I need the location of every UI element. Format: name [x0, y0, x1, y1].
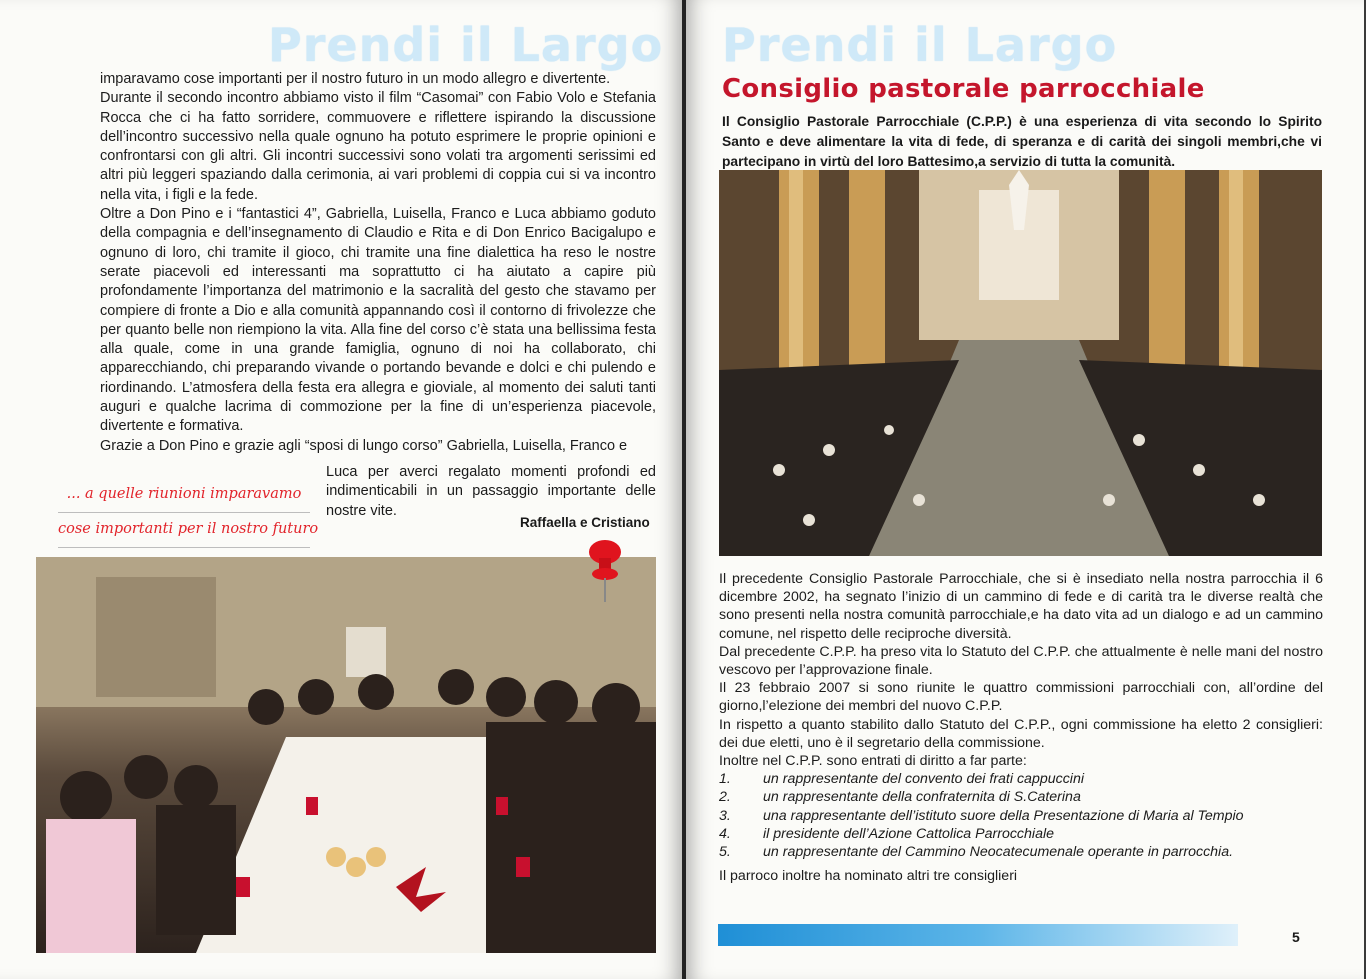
article-signature: Raffaella e Cristiano: [520, 515, 650, 530]
list-number: 3.: [719, 807, 731, 824]
article-continuation: Luca per averci regalato momenti profondi ed indimenticabili in un passaggio importante delle nostre vite.: [326, 464, 656, 519]
pull-quote-line: cose importanti per il nostro futuro: [58, 513, 310, 548]
paragraph: Inoltre nel C.P.P. sono entrati di diritto a far parte:: [719, 753, 1027, 770]
church-photo: [719, 170, 1322, 556]
list-item: [719, 788, 1323, 806]
paragraph: Durante il secondo incontro abbiamo visto il film “Casomai” con Fabio Volo e Stefania Rocca che ci ha fatto sorridere, commuovere e riflettere ispirando la discussione dell’incontro successivo nella quale ognuno ha potuto esprimere le proprie opinioni e confrontarsi con gli altri. Gli incontri successivi sono volati tra argomenti serissimi ed altri più leggeri spaziando dalla cerimonia, ai vari problemi di coppia cui si va incontro nella vita, i figli e la fede.: [100, 90, 656, 203]
paragraph: Dal precedente C.P.P. ha preso vita lo Statuto del C.P.P. che attualmente è nelle mani del nostro vescovo per l’approvazione finale.: [719, 643, 1323, 679]
paragraph: Oltre a Don Pino e i “fantastici 4”, Gabriella, Luisella, Franco e Luca abbiamo goduto della compagnia e dell’insegnamento di Claudio e Rita e di Don Enrico Bacigalupo e ognuno di loro, chi tramite il gioco, chi tramite una fine dialettica ha reso le nostre serate piacevoli ed interessanti ma soprattutto ci ha aiutato a capire più profondamente l’importanza del matrimonio e la sacralità del gesto che stavamo per compiere di fronte a Dio e alla comunità appannando così il contorno di frivolezze che per quanto belle non riempiono la vita. Alla fine del corso c’è stata una bellissima festa alla quale, come in una grande famiglia, ognuno di noi ha collaborato, chi apparecchiando, chi preparando vivande o portando bevande e dolci e chi pulendo e riordinando. L’atmosfera della festa era allegra e gioviale, al momento dei saluti tanti auguri e qualche lacrima di commozione per la fine di un’esperienza piacevole, divertente e formativa.: [100, 206, 656, 435]
list-text: una rappresentante dell’istituto suore della Presentazione di Maria al Tempio: [763, 807, 1244, 824]
paragraph: Il precedente Consiglio Pastorale Parrocchiale, che si è insediato nella nostra parrocchia il 6 dicembre 2002, ha segnato l’inizio di un cammino di fede e di carità tra le diverse realtà che sono presenti nella nostra comunità parrocchiale,e ha dato vita ad un dialogo e ad un cammino comune, nel rispetto delle reciproche diversità.: [719, 571, 1323, 642]
list-text: il presidente dell’Azione Cattolica Parrocchiale: [763, 825, 1054, 842]
list-text: un rappresentante del Cammino Neocatecumenale operante in parrocchia.: [763, 844, 1234, 861]
article-title: Consiglio pastorale parrocchiale: [722, 74, 1205, 104]
paragraph: Grazie a Don Pino e grazie agli “sposi di lungo corso” Gabriella, Luisella, Franco e: [100, 437, 628, 454]
paragraph: Il 23 febbraio 2007 si sono riunite le quattro commissioni parrocchiali con, all’ordine del giorno,l’elezione dei membri del nuovo C.P.P.: [719, 680, 1323, 715]
page-number: 5: [1292, 929, 1300, 945]
list-number: 1.: [719, 771, 731, 788]
list-text: un rappresentante della confraternita di S.Caterina: [763, 789, 1081, 806]
list-text: un rappresentante del convento dei frati cappuccini: [763, 771, 1085, 788]
paragraph: In rispetto a quanto stabilito dallo Statuto del C.P.P., ogni commissione ha eletto 2 consiglieri: dei due eletti, uno è il segretario della commissione.: [719, 716, 1323, 751]
list-number: 4.: [719, 825, 731, 842]
paragraph: imparavamo cose importanti per il nostro futuro in un modo allegro e divertente.: [100, 71, 611, 87]
list-item: [719, 807, 1323, 825]
party-photo: [36, 557, 656, 953]
list-number: 2.: [719, 789, 731, 806]
church-photo-illustration: [719, 170, 1322, 556]
list-number: 5.: [719, 844, 731, 861]
paragraph: Il parroco inoltre ha nominato altri tre consiglieri: [719, 868, 1018, 885]
right-page: [686, 0, 1364, 979]
list-item: [719, 843, 1323, 861]
party-photo-illustration: [36, 557, 656, 953]
masthead: Prendi il Largo: [722, 18, 1118, 72]
pull-quote-line: ... a quelle riunioni imparavamo: [58, 478, 310, 513]
members-list: [719, 770, 1323, 861]
masthead: Prendi il Largo: [268, 18, 664, 72]
pushpin-icon: [585, 538, 625, 604]
list-item: [719, 825, 1323, 843]
left-page: [0, 0, 682, 979]
list-item: [719, 770, 1323, 788]
article-lead: Il Consiglio Pastorale Parrocchiale (C.P.P.) è una esperienza di vita secondo lo Spirito Santo e deve alimentare la vita di fede, di speranza e di carità dei singoli membri,che vi partecipano in virtù del loro Battesimo,a servizio di tutta la comunità.: [722, 114, 1322, 169]
article-body: [100, 70, 656, 456]
footer-bar: [718, 924, 1238, 946]
article-body: [719, 570, 1323, 885]
